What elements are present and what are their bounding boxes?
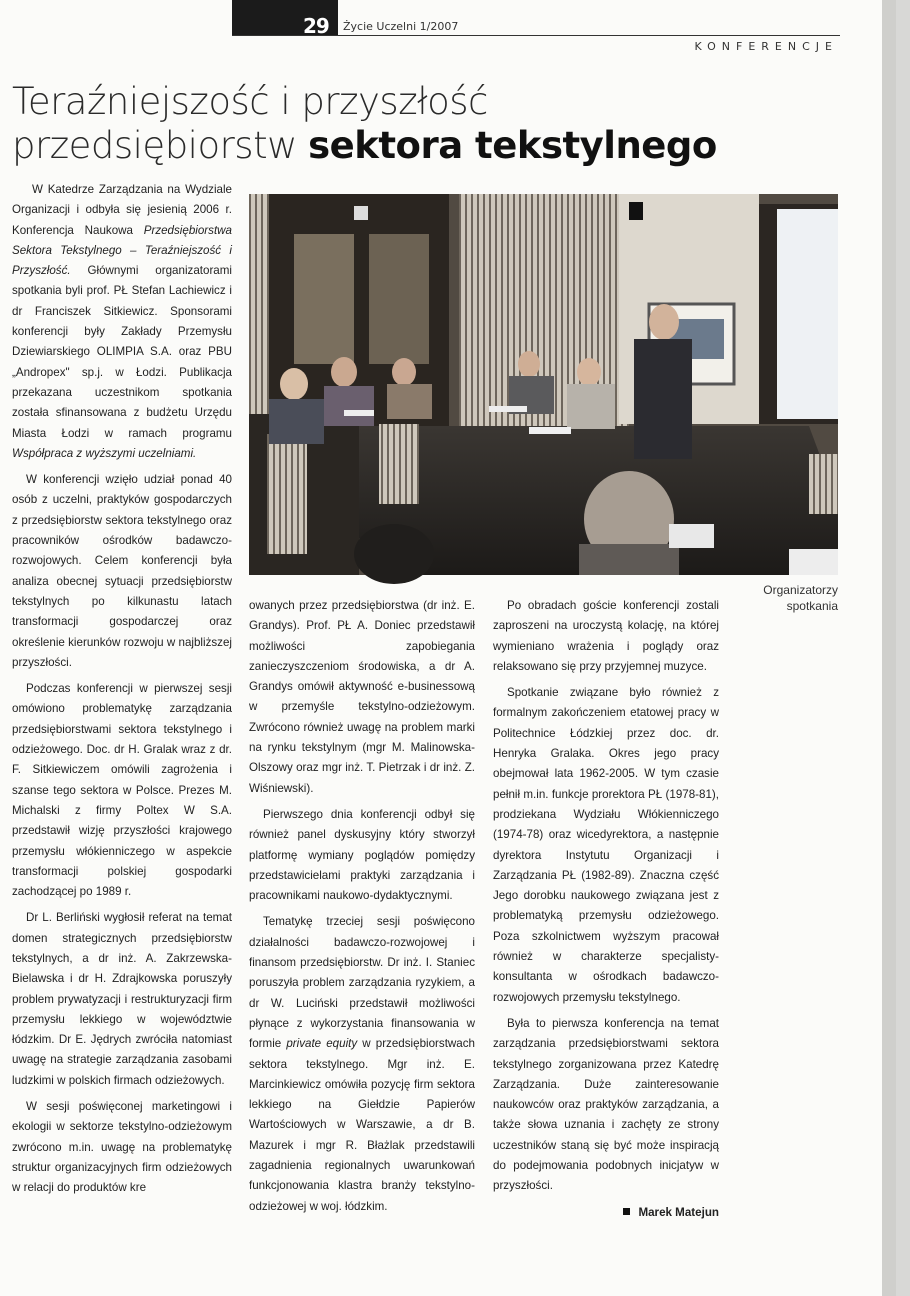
title-line-1: Teraźniejszość i przyszłość <box>12 80 488 123</box>
header-rule <box>232 35 840 36</box>
p1-text-b: Głównymi organizatorami spotkania byli prof. PŁ Stefan Lachiewicz i dr Franciszek Sitkiewicz. Sponsorami konferencji były Zakłady Przemysłu Dziewiarskiego OLIMPIA S.A. oraz PBU „Andropex" sp.j. w Łodzi. Publikacja przekazana uczestnikom spotkania została sfinansowana z budżetu Urzędu Miasta Łodzi w ramach programu <box>12 264 232 440</box>
paragraph-5-continued: owanych przez przedsiębiorstwa (dr inż. E. Grandys). Prof. PŁ A. Doniec przedstawił możliwości zapobiegania zanieczyszczeniom środowiska, a dr A. Grandys omówił aktywność e-businessową w przemyśle tekstylno-odzieżowym. Zwrócono również uwagę na problem marki na rynku tekstylnym (mgr M. Malinowska-Olszowy oraz mgr inż. T. Pietrzak i dr inż. Z. Wiśniewski). <box>249 599 475 795</box>
paragraph-4: Dr L. Berliński wygłosił referat na temat domen strategicznych przedsiębiorstw tekstylnych, a dr inż. A. Zakrzewska-Bielawska i dr H. Zdrajkowska poruszyły problem prywatyzacji i restrukturyzacji firm przemysłu lekkiego w województwie łódzkim. Dr E. Jędrych zwróciła natomiast uwagę na strategie zarządzania zasobami ludzkimi w polskich firmach odzieżowych. <box>12 911 232 1087</box>
conference-photo-image <box>249 194 838 575</box>
paragraph-7 <box>249 912 475 1216</box>
p7-private-equity: private equity <box>286 1037 358 1051</box>
paragraph-3: Podczas konferencji w pierwszej sesji omówiono problematykę zarządzania przedsiębiorstwami sektora tekstylnego i odzieżowego. Doc. dr H. Gralak wraz z dr. F. Sitkiewiczem omówili zagrożenia i szanse tego sektora w Polsce. Prezes M. Michalski z firmy Poltex W S.A. przedstawił wizję przyszłości krajowego przemysłu włókienniczego w aspekcie transformacji polskiej gospodarki zachodzącej po 1989 r. <box>12 682 232 899</box>
paragraph-9: Spotkanie związane było również z formalnym zakończeniem etatowej pracy w Politechnice Łódzkiej przez doc. dr. Henryka Gralaka. Okres jego pracy obejmował lata 1962-2005. W tym czasie pełnił m.in. funkcje prorektora PŁ (1978-81), prodziekana Wydziału Włókienniczego (1974-78) oraz wicedyrektora, a następnie dyrektora Instytutu Organizacji i Zarządzania PŁ (1982-89). Znaczna część Jego dorobku naukowego związana jest z problematyką przemysłu odzieżowego. Poza szkolnictwem wyższym pracował również w charakterze specjalisty-konsultanta w ośrodkach badawczo-rozwojowych przemysłu tekstylnego. <box>493 686 719 1004</box>
p1-program-name: Współpraca z wyższymi uczelniami. <box>12 446 197 460</box>
author-signature <box>493 1203 719 1223</box>
paragraph-6: Pierwszego dnia konferencji odbył się również panel dyskusyjny który stworzył platformę wymiany poglądów pomiędzy przedstawicielami praktyki zarządzania i pracownikami naukowo-dydaktycznymi. <box>249 807 475 903</box>
paragraph-1 <box>12 180 232 464</box>
article-title <box>12 80 717 168</box>
p7-text-a: Tematykę trzeciej sesji poświęcono działalności badawczo-rozwojowej i finansom przedsiębiorstw. Dr inż. I. Staniec poruszyła problem zarządzania ryzykiem, a dr W. Luciński przedstawił możliwości płynące z wykorzystania finansowania w formie <box>249 915 475 1051</box>
article-column-3 <box>493 596 719 1223</box>
signature-bullet-icon <box>623 1208 630 1215</box>
page-binding-edge <box>882 0 896 1296</box>
title-line-2 <box>12 124 717 168</box>
article-column-1 <box>12 180 232 1195</box>
photo-caption: Organizatorzy spotkania <box>763 583 838 613</box>
page-number: 29 <box>303 14 329 38</box>
paragraph-8: Po obradach goście konferencji zostali zaproszeni na uroczystą kolację, na której wymieniano wrażenia i poglądy oraz relaksowano się przy przyjemnej muzyce. <box>493 599 719 673</box>
p1-text-a: W Katedrze Zarządzania na Wydziale Organizacji i odbyła się jesienią 2006 r. Konferencja Naukowa <box>12 183 232 237</box>
section-label: KONFERENCJE <box>694 40 838 53</box>
paragraph-10: Była to pierwsza konferencja na temat zarządzania przedsiębiorstwami sektora tekstylnego zorganizowana przez Katedrę Zarządzania. Duże zainteresowanie naukowców oraz praktyków zarządzania, a także słowa uznania i zachęty ze strony uczestników staną się być może inspiracją do podejmowania podobnych inicjatyw w przyszłości. <box>493 1016 719 1193</box>
title-line-2-light: przedsiębiorstw <box>12 124 309 167</box>
journal-issue: Życie Uczelni 1/2007 <box>343 20 459 33</box>
paragraph-5: W sesji poświęconej marketingowi i ekologii w sektorze tekstylno-odzieżowym zwrócono m.in. uwagę na problematykę struktur organizacyjnych firm odzieżowych w relacji do produktów kre <box>12 1100 232 1195</box>
author-name: Marek Matejun <box>638 1205 719 1219</box>
title-line-2-bold: sektora tekstylnego <box>308 124 717 167</box>
article-column-2 <box>249 596 475 1223</box>
paragraph-2: W konferencji wzięło udział ponad 40 osób z uczelni, praktyków gospodarczych z przedsiębiorstw sektora tekstylnego oraz pracowników ośrodków badawczo-rozwojowych. Celem konferencji była analiza obecnej sytuacji przedsiębiorstw tekstylnych po kilkunastu latach transformacji gospodarczej oraz określenie kierunków rozwoju w najbliższej przyszłości. <box>12 473 232 669</box>
conference-photo <box>249 194 838 575</box>
p7-text-b: w przedsiębiorstwach sektora tekstylnego. Mgr inż. E. Marcinkiewicz omówiła pozycję firm sektora lekkiego na Giełdzie Papierów Wartościowych w Warszawie, a dr B. Mazurek i mgr R. Błażlak przedstawili zagadnienia regionalnych uwarunkowań funkcjonowania klastra branży tekstylno-odzieżowej w woj. łódzkim. <box>249 1037 475 1213</box>
p1-conference-title: Przedsiębiorstwa Sektora Tekstylnego – Teraźniejszość i Przyszłość. <box>12 223 232 278</box>
